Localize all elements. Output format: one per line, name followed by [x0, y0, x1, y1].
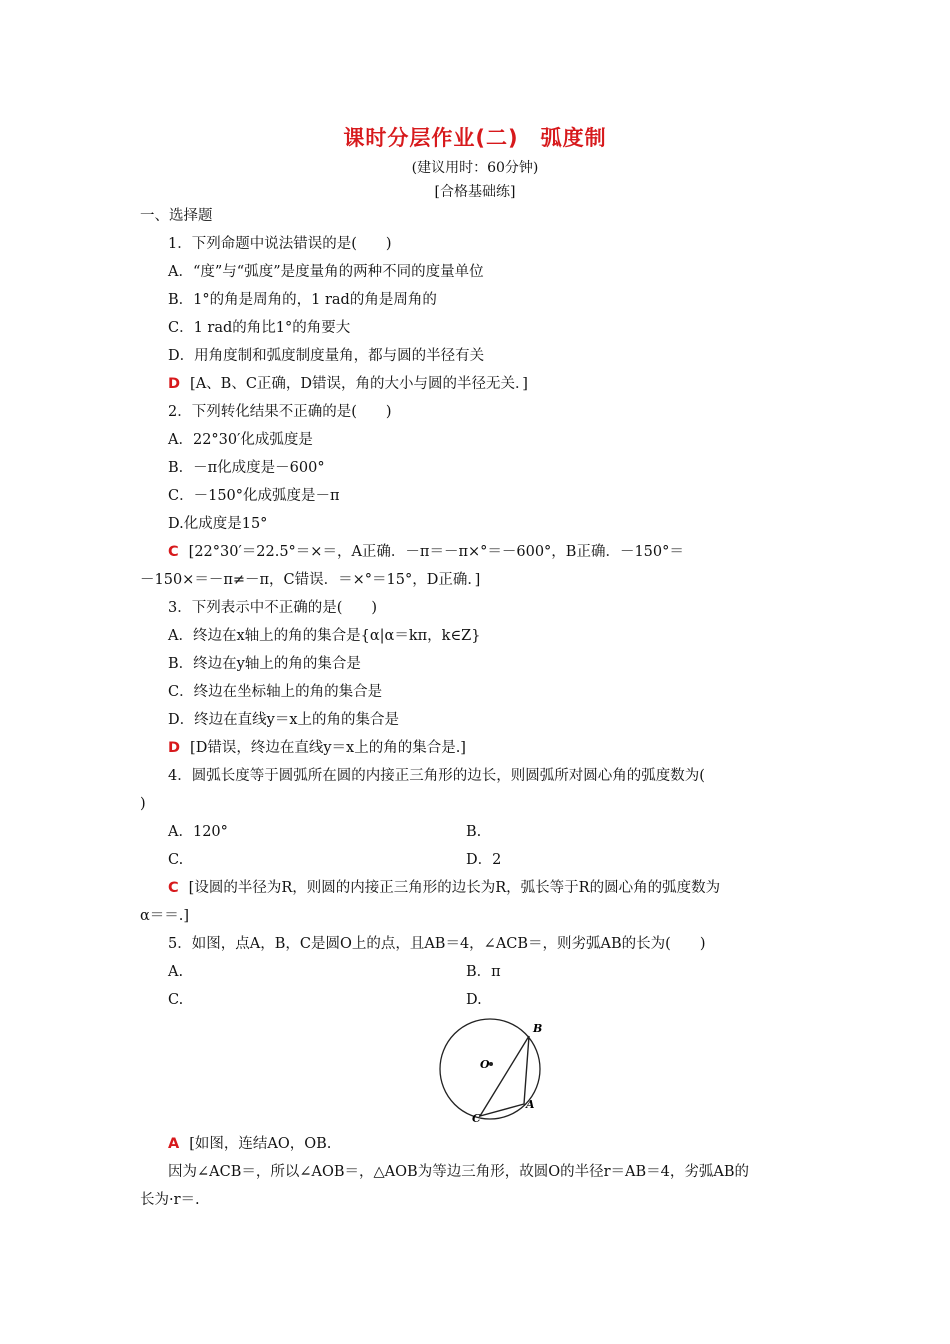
circle-o	[440, 1019, 543, 1119]
q5-option-c: C.	[168, 992, 184, 1008]
q4-option-d: D．2	[466, 852, 502, 868]
q1-option-b: B．1°的角是周角的，1 rad的角是周角的	[168, 292, 437, 308]
q2-option-a: A．22°30′化成弧度是	[168, 432, 313, 448]
q5-explanation-2: 长为·r＝.	[140, 1192, 200, 1208]
q3-option-b: B．终边在y轴上的角的集合是	[168, 656, 361, 672]
q4-option-c: C.	[168, 852, 184, 868]
circle-figure	[430, 1018, 560, 1130]
q3-option-d: D．终边在直线y＝x上的角的集合是	[168, 712, 399, 728]
q3-answer-letter: D	[168, 740, 181, 756]
q1-answer-text: [A、B、C正确，D错误，角的大小与圆的半径无关．]	[190, 376, 528, 392]
q4-answer-text-1: [设圆的半径为R，则圆的内接正三角形的边长为R，弧长等于R的圆心角的弧度数为	[188, 880, 721, 896]
q3-answer	[168, 738, 466, 758]
time-note: (建议用时：60分钟)	[411, 160, 539, 176]
q4-option-b: B.	[466, 824, 482, 840]
q1-answer	[168, 374, 528, 394]
q1-option-c: C．1 rad的角比1°的角要大	[168, 320, 351, 336]
q2-option-b: B．－π化成度是－600°	[168, 460, 325, 476]
q5-stem: 5．如图，点A，B，C是圆O上的点，且AB＝4，∠ACB＝，则劣弧AB的长为( )	[168, 936, 706, 952]
q4-stem-2: )	[140, 796, 146, 812]
q5-option-a: A.	[168, 964, 184, 980]
q5-answer	[168, 1134, 331, 1154]
label-b: B	[533, 1022, 543, 1035]
q3-option-a: A．终边在x轴上的角的集合是{α|α＝kπ，k∈Z}	[168, 628, 481, 644]
q5-option-d: D.	[466, 992, 482, 1008]
q2-answer-text-2: －150×＝－π≠－π，C错误．＝×°＝15°，D正确．]	[140, 572, 481, 588]
part-heading: 一、选择题	[140, 208, 213, 224]
q1-answer-letter: D	[168, 376, 181, 392]
q2-option-c: C．－150°化成弧度是－π	[168, 488, 340, 504]
q2-answer-letter: C	[168, 544, 179, 560]
q5-option-b: B．π	[466, 964, 501, 980]
q2-stem: 2．下列转化结果不正确的是( )	[168, 404, 392, 420]
q4-stem-1: 4．圆弧长度等于圆弧所在圆的内接正三角形的边长，则圆弧所对圆心角的弧度数为(	[168, 768, 705, 784]
q2-answer-text-1: [22°30′＝22.5°＝×＝，A正确．－π＝－π×°＝－600°，B正确．－150°＝	[188, 544, 684, 560]
q4-answer-letter: C	[168, 880, 179, 896]
label-c: C	[472, 1112, 481, 1125]
q3-option-c: C．终边在坐标轴上的角的集合是	[168, 684, 383, 700]
q2-option-d: D.化成度是15°	[168, 516, 268, 532]
q5-answer-text: [如图，连结AO，OB.	[189, 1136, 332, 1152]
label-o: O	[480, 1058, 490, 1071]
center-point	[489, 1062, 493, 1066]
q3-stem: 3．下列表示中不正确的是( )	[168, 600, 378, 616]
q2-answer	[168, 542, 684, 562]
triangle-abc	[480, 1036, 529, 1116]
q1-stem: 1．下列命题中说法错误的是( )	[168, 236, 392, 252]
q4-option-a: A．120°	[168, 824, 228, 840]
q1-option-d: D．用角度制和弧度制度量角，都与圆的半径有关	[168, 348, 485, 364]
page-title: 课时分层作业(二) 弧度制	[343, 126, 607, 150]
label-a: A	[526, 1098, 535, 1111]
q5-explanation-1: 因为∠ACB＝，所以∠AOB＝，△AOB为等边三角形，故圆O的半径r＝AB＝4，劣弧AB的	[168, 1164, 749, 1180]
q1-option-a: A．“度”与“弧度”是度量角的两种不同的度量单位	[168, 264, 484, 280]
section-label: [合格基础练]	[434, 184, 516, 200]
q4-answer	[168, 878, 720, 898]
q5-answer-letter: A	[168, 1136, 180, 1152]
q3-answer-text: [D错误，终边在直线y＝x上的角的集合是.]	[190, 740, 466, 756]
q4-answer-text-2: α＝＝.]	[140, 908, 190, 924]
